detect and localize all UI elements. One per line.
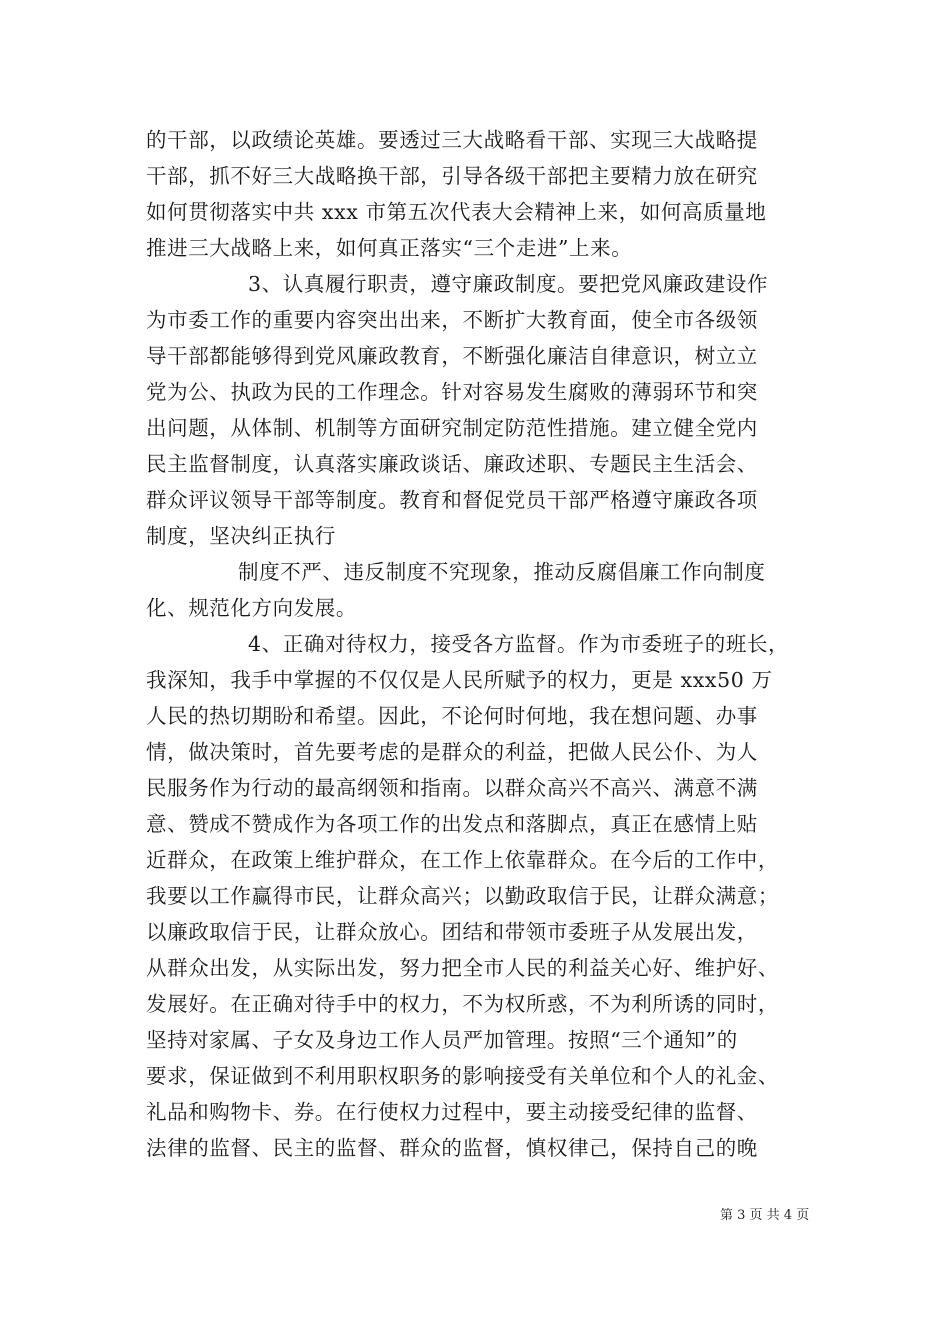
text-line: 坚持对家属、子女及身边工作人员严加管理。按照“三个通知”的	[146, 1028, 738, 1052]
text-line: 化、规范化方向发展。	[146, 596, 357, 620]
text-line: 出问题，从体制、机制等方面研究制定防范性措施。建立健全党内	[146, 416, 758, 440]
paragraph-4-heading-line: 4、正确对待权力，接受各方监督。作为市委班子的班长，	[248, 632, 790, 656]
text-line: 民服务作为行动的最高纲领和指南。以群众高兴不高兴、满意不满	[146, 776, 758, 800]
text-line: 法律的监督、民主的监督、群众的监督，慎权律己，保持自己的晚	[146, 1136, 758, 1160]
text-line: 党为公、执政为民的工作理念。针对容易发生腐败的薄弱环节和突	[146, 380, 758, 404]
text-line: 以廉政取信于民，让群众放心。团结和带领市委班子从发展出发，	[146, 920, 758, 944]
page-number-footer: 第 3 页 共 4 页	[720, 1208, 810, 1223]
text-line: 近群众，在政策上维护群众，在工作上依靠群众。在今后的工作中，	[146, 848, 779, 872]
text-line: 民主监督制度，认真落实廉政谈话、廉政述职、专题民主生活会、	[146, 452, 758, 476]
text-line: 意、赞成不赞成作为各项工作的出发点和落脚点，真正在感情上贴	[146, 812, 758, 836]
text-line: 的干部，以政绩论英雄。要透过三大战略看干部、实现三大战略提	[146, 128, 758, 152]
text-line: 人民的热切期盼和希望。因此，不论何时何地，我在想问题、办事	[146, 704, 758, 728]
text-line: 群众评议领导干部等制度。教育和督促党员干部严格遵守廉政各项	[146, 488, 758, 512]
text-line: 干部，抓不好三大战略换干部，引导各级干部把主要精力放在研究	[146, 164, 758, 188]
text-line: 制度，坚决纠正执行	[146, 524, 336, 548]
text-line: 我深知，我手中掌握的不仅仅是人民所赋予的权力，更是 xxx50 万	[146, 668, 773, 692]
text-line: 我要以工作赢得市民，让群众高兴；以勤政取信于民，让群众满意；	[146, 884, 779, 908]
text-line: 如何贯彻落实中共 xxx 市第五次代表大会精神上来，如何高质量地	[146, 200, 767, 224]
text-line: 从群众出发，从实际出发，努力把全市人民的利益关心好、维护好、	[146, 956, 779, 980]
text-line: 为市委工作的重要内容突出出来，不断扩大教育面，使全市各级领	[146, 308, 758, 332]
text-line: 礼品和购物卡、券。在行使权力过程中，要主动接受纪律的监督、	[146, 1100, 758, 1124]
text-line: 导干部都能够得到党风廉政教育，不断强化廉洁自律意识，树立立	[146, 344, 758, 368]
paragraph-3-heading-line: 3、认真履行职责，遵守廉政制度。要把党风廉政建设作	[248, 272, 769, 296]
text-line: 推进三大战略上来，如何真正落实“三个走进”上来。	[146, 236, 633, 260]
text-line: 制度不严、违反制度不究现象，推动反腐倡廉工作向制度	[238, 560, 766, 584]
text-line: 情，做决策时，首先要考虑的是群众的利益，把做人民公仆、为人	[146, 740, 758, 764]
text-line: 要求，保证做到不利用职权职务的影响接受有关单位和个人的礼金、	[146, 1064, 779, 1088]
text-line: 发展好。在正确对待手中的权力，不为权所惑，不为利所诱的同时，	[146, 992, 779, 1016]
